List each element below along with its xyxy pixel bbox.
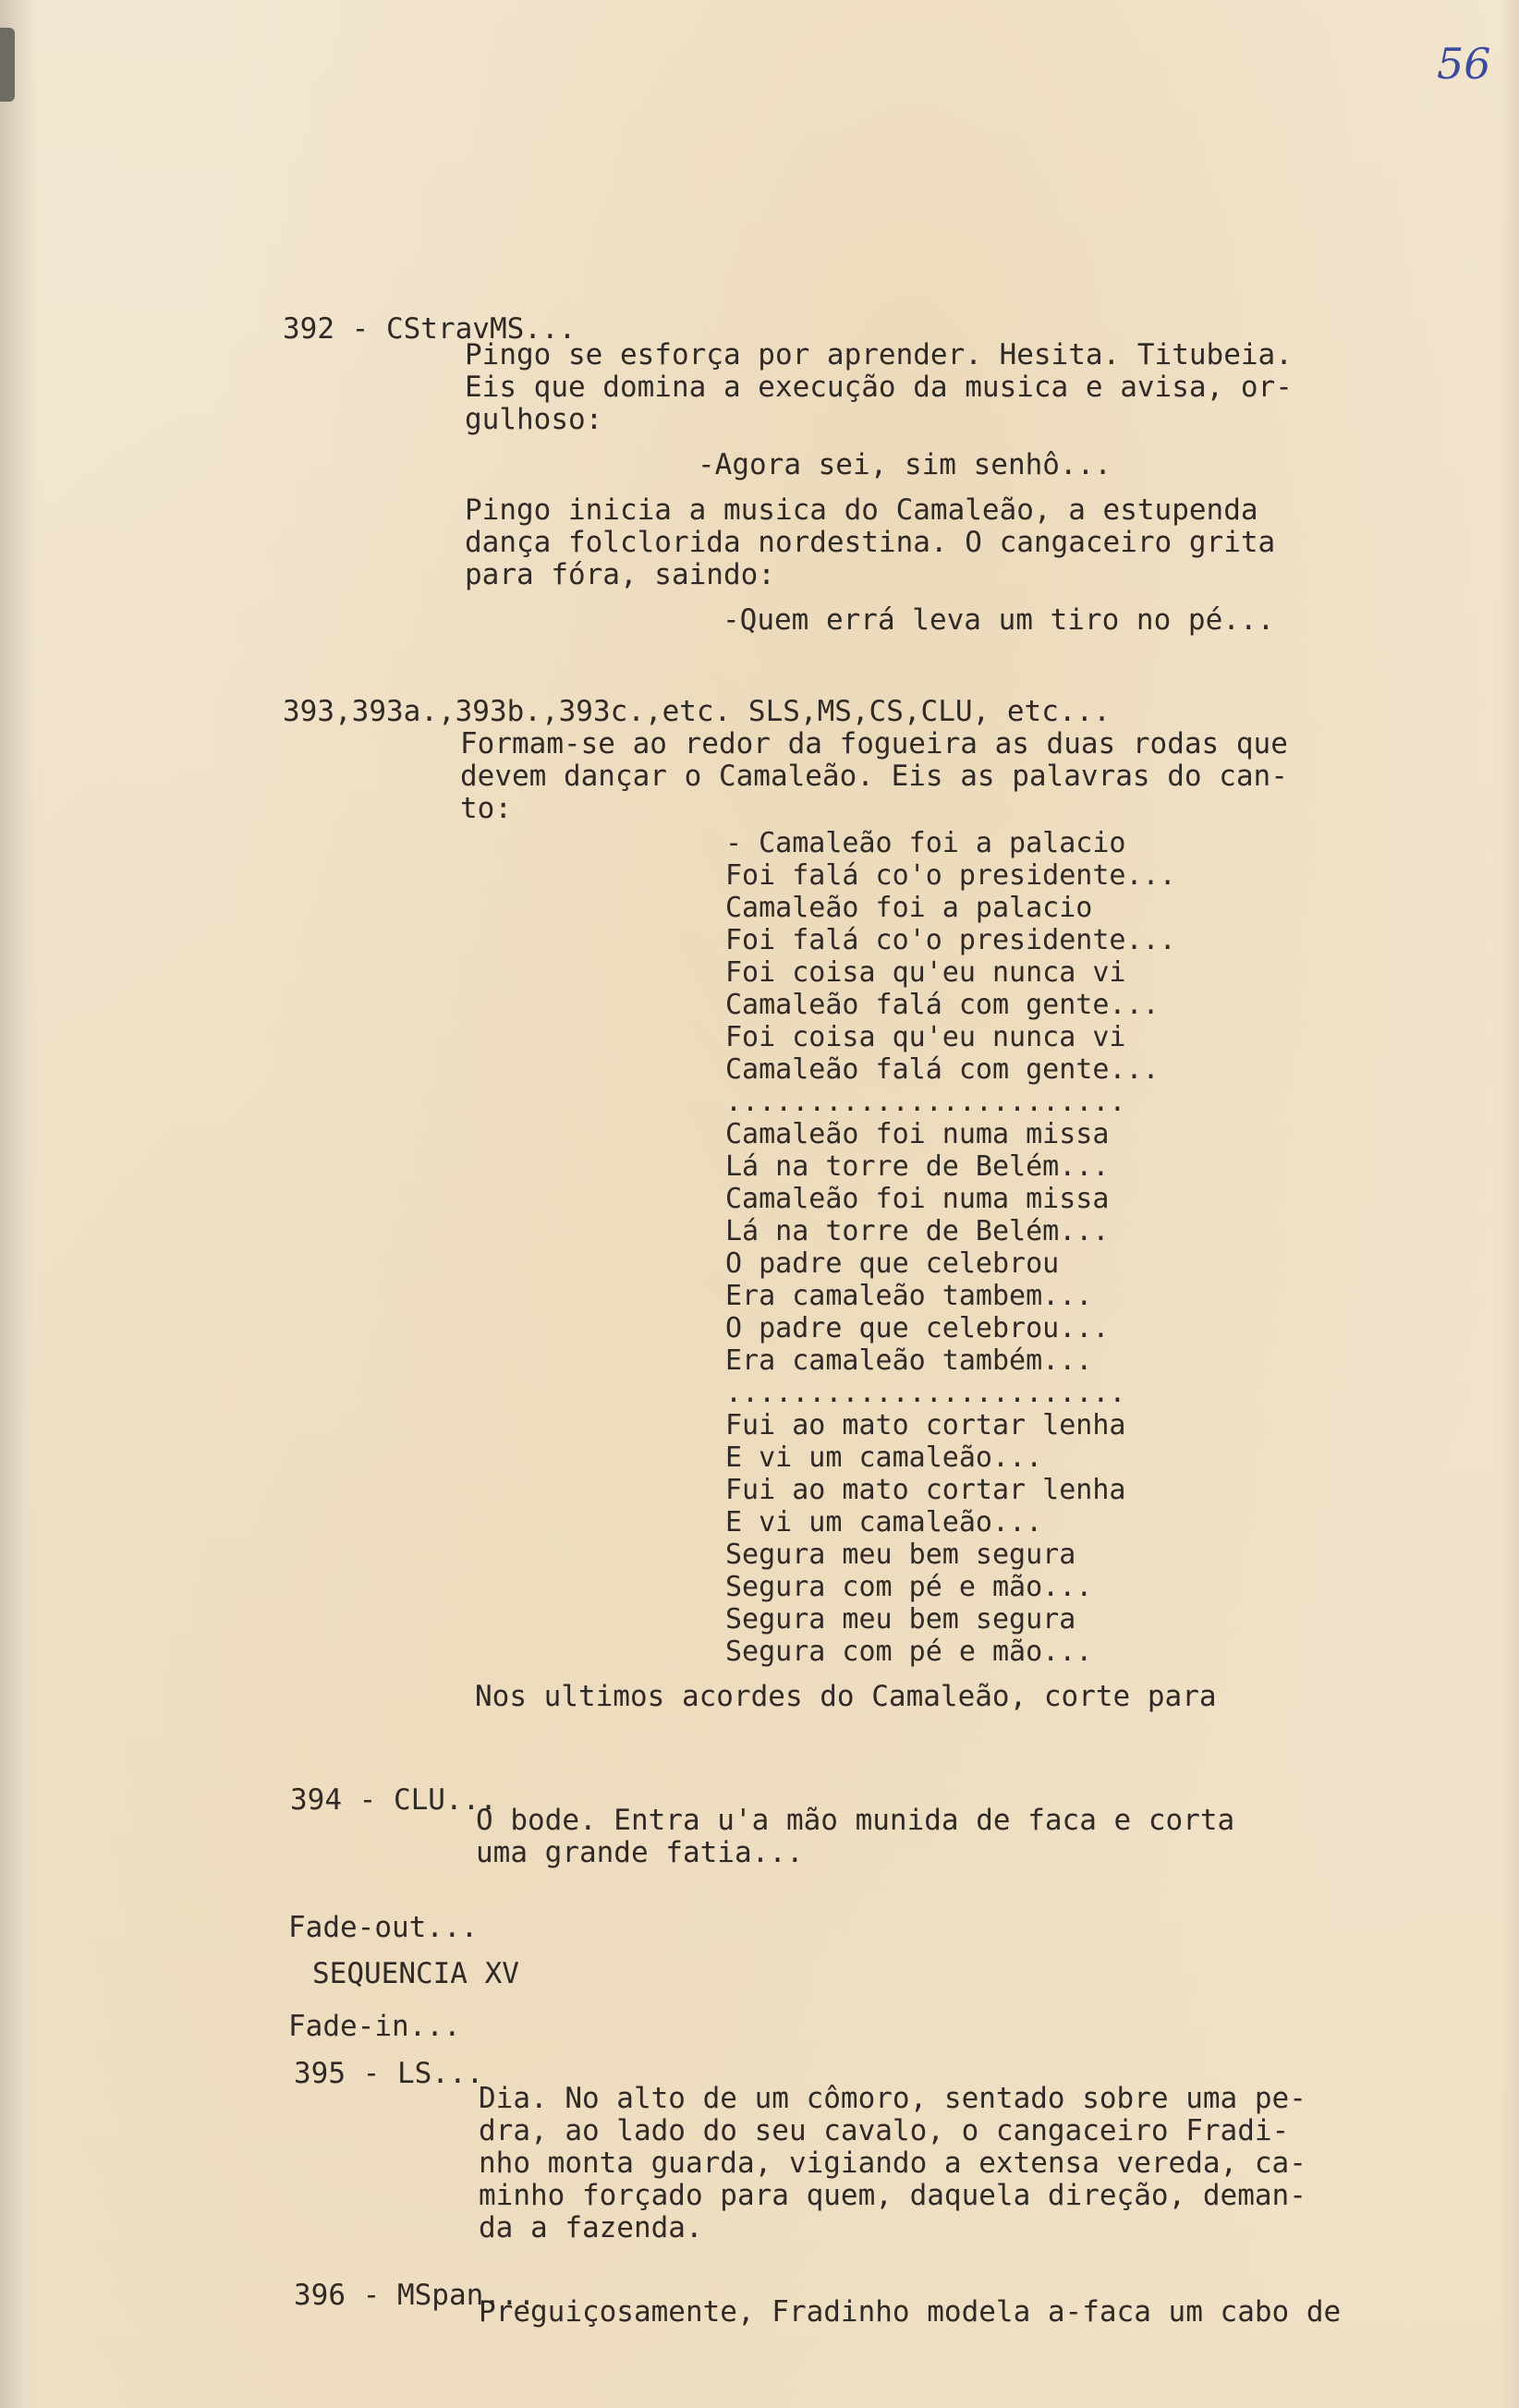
scene-392-heading: 392 - CStravMS... [283,312,577,346]
song-line: Foi coisa qu'eu nunca vi [725,956,1126,989]
scene-392-line: Pingo inicia a musica do Camaleão, a estupenda [465,493,1258,527]
song-line: - Camaleão foi a palacio [725,827,1126,859]
song-divider: ........................ [725,1086,1126,1118]
scene-392-line: gulhoso: [465,403,603,436]
song-line: Foi falá co'o presidente... [725,859,1176,892]
page-edge [1499,0,1519,2408]
song-line: Segura meu bem segura [725,1603,1076,1636]
scene-393-closing: Nos ultimos acordes do Camaleão, corte para [475,1680,1217,1713]
scene-395-line: da a fazenda. [479,2211,703,2244]
scene-392-line: Eis que domina a execução da musica e avisa, or- [465,371,1293,404]
scene-394-line: uma grande fatia... [476,1836,804,1869]
binding-clip [0,28,15,102]
scene-395-heading: 395 - LS... [294,2057,484,2090]
binding-edge [0,0,39,2408]
scene-395-line: minho forçado para quem, daquela direção, deman- [479,2179,1306,2212]
song-line: Fui ao mato cortar lenha [725,1409,1126,1441]
fade-out: Fade-out... [288,1911,479,1944]
song-line: Camaleão falá com gente... [725,989,1160,1021]
scene-392-line: Pingo se esforça por aprender. Hesita. Titubeia. [465,338,1293,371]
song-line: Segura com pé e mão... [725,1636,1093,1668]
page-number: 56 [1437,39,1491,89]
song-line: Camaleão falá com gente... [725,1053,1160,1086]
song-line: O padre que celebrou [725,1247,1060,1280]
song-line: Era camaleão tambem... [725,1280,1093,1312]
song-line: Foi falá co'o presidente... [725,924,1176,956]
song-line: Camaleão foi a palacio [725,892,1093,924]
scene-394-line: O bode. Entra u'a mão munida de faca e corta [476,1804,1235,1837]
scene-395-line: dra, ao lado do seu cavalo, o cangaceiro Fradi- [479,2114,1290,2147]
song-line: Camaleão foi numa missa [725,1118,1110,1150]
scene-394-heading: 394 - CLU... [290,1783,497,1817]
song-line: Fui ao mato cortar lenha [725,1474,1126,1506]
song-line: E vi um camaleão... [725,1441,1043,1474]
fade-in: Fade-in... [288,2010,461,2043]
scene-392-line: para fóra, saindo: [465,558,775,591]
sequence-title: SEQUENCIA XV [312,1957,519,1990]
song-divider: ........................ [725,1377,1126,1409]
song-line: E vi um camaleão... [725,1506,1043,1538]
song-line: Lá na torre de Belém... [725,1215,1110,1247]
scene-392-dialogue: -Quem errá leva um tiro no pé... [723,603,1275,637]
song-line: Camaleão foi numa missa [725,1183,1110,1215]
song-line: Lá na torre de Belém... [725,1150,1110,1183]
scene-395-line: Dia. No alto de um cômoro, sentado sobre uma pe- [479,2082,1306,2115]
song-line: Segura meu bem segura [725,1538,1076,1571]
song-line: Foi coisa qu'eu nunca vi [725,1021,1126,1053]
scene-393-line: Formam-se ao redor da fogueira as duas rodas que [460,727,1288,760]
song-line: Era camaleão também... [725,1344,1093,1377]
scene-392-dialogue: -Agora sei, sim senhô... [698,448,1112,481]
scene-392-line: dança folclorida nordestina. O cangaceiro grita [465,526,1276,559]
scene-393-line: to: [460,792,512,825]
scene-396-heading: 396 - MSpan... [294,2279,536,2312]
song-line: Segura com pé e mão... [725,1571,1093,1603]
scene-393-heading: 393,393a.,393b.,393c.,etc. SLS,MS,CS,CLU, etc... [283,695,1111,728]
song-line: O padre que celebrou... [725,1312,1110,1344]
scene-395-line: nho monta guarda, vigiando a extensa vereda, ca- [479,2147,1306,2180]
scene-393-line: devem dançar o Camaleão. Eis as palavras do can- [460,760,1288,793]
scene-396-line: Preguiçosamente, Fradinho modela a-faca um cabo de [479,2295,1342,2329]
